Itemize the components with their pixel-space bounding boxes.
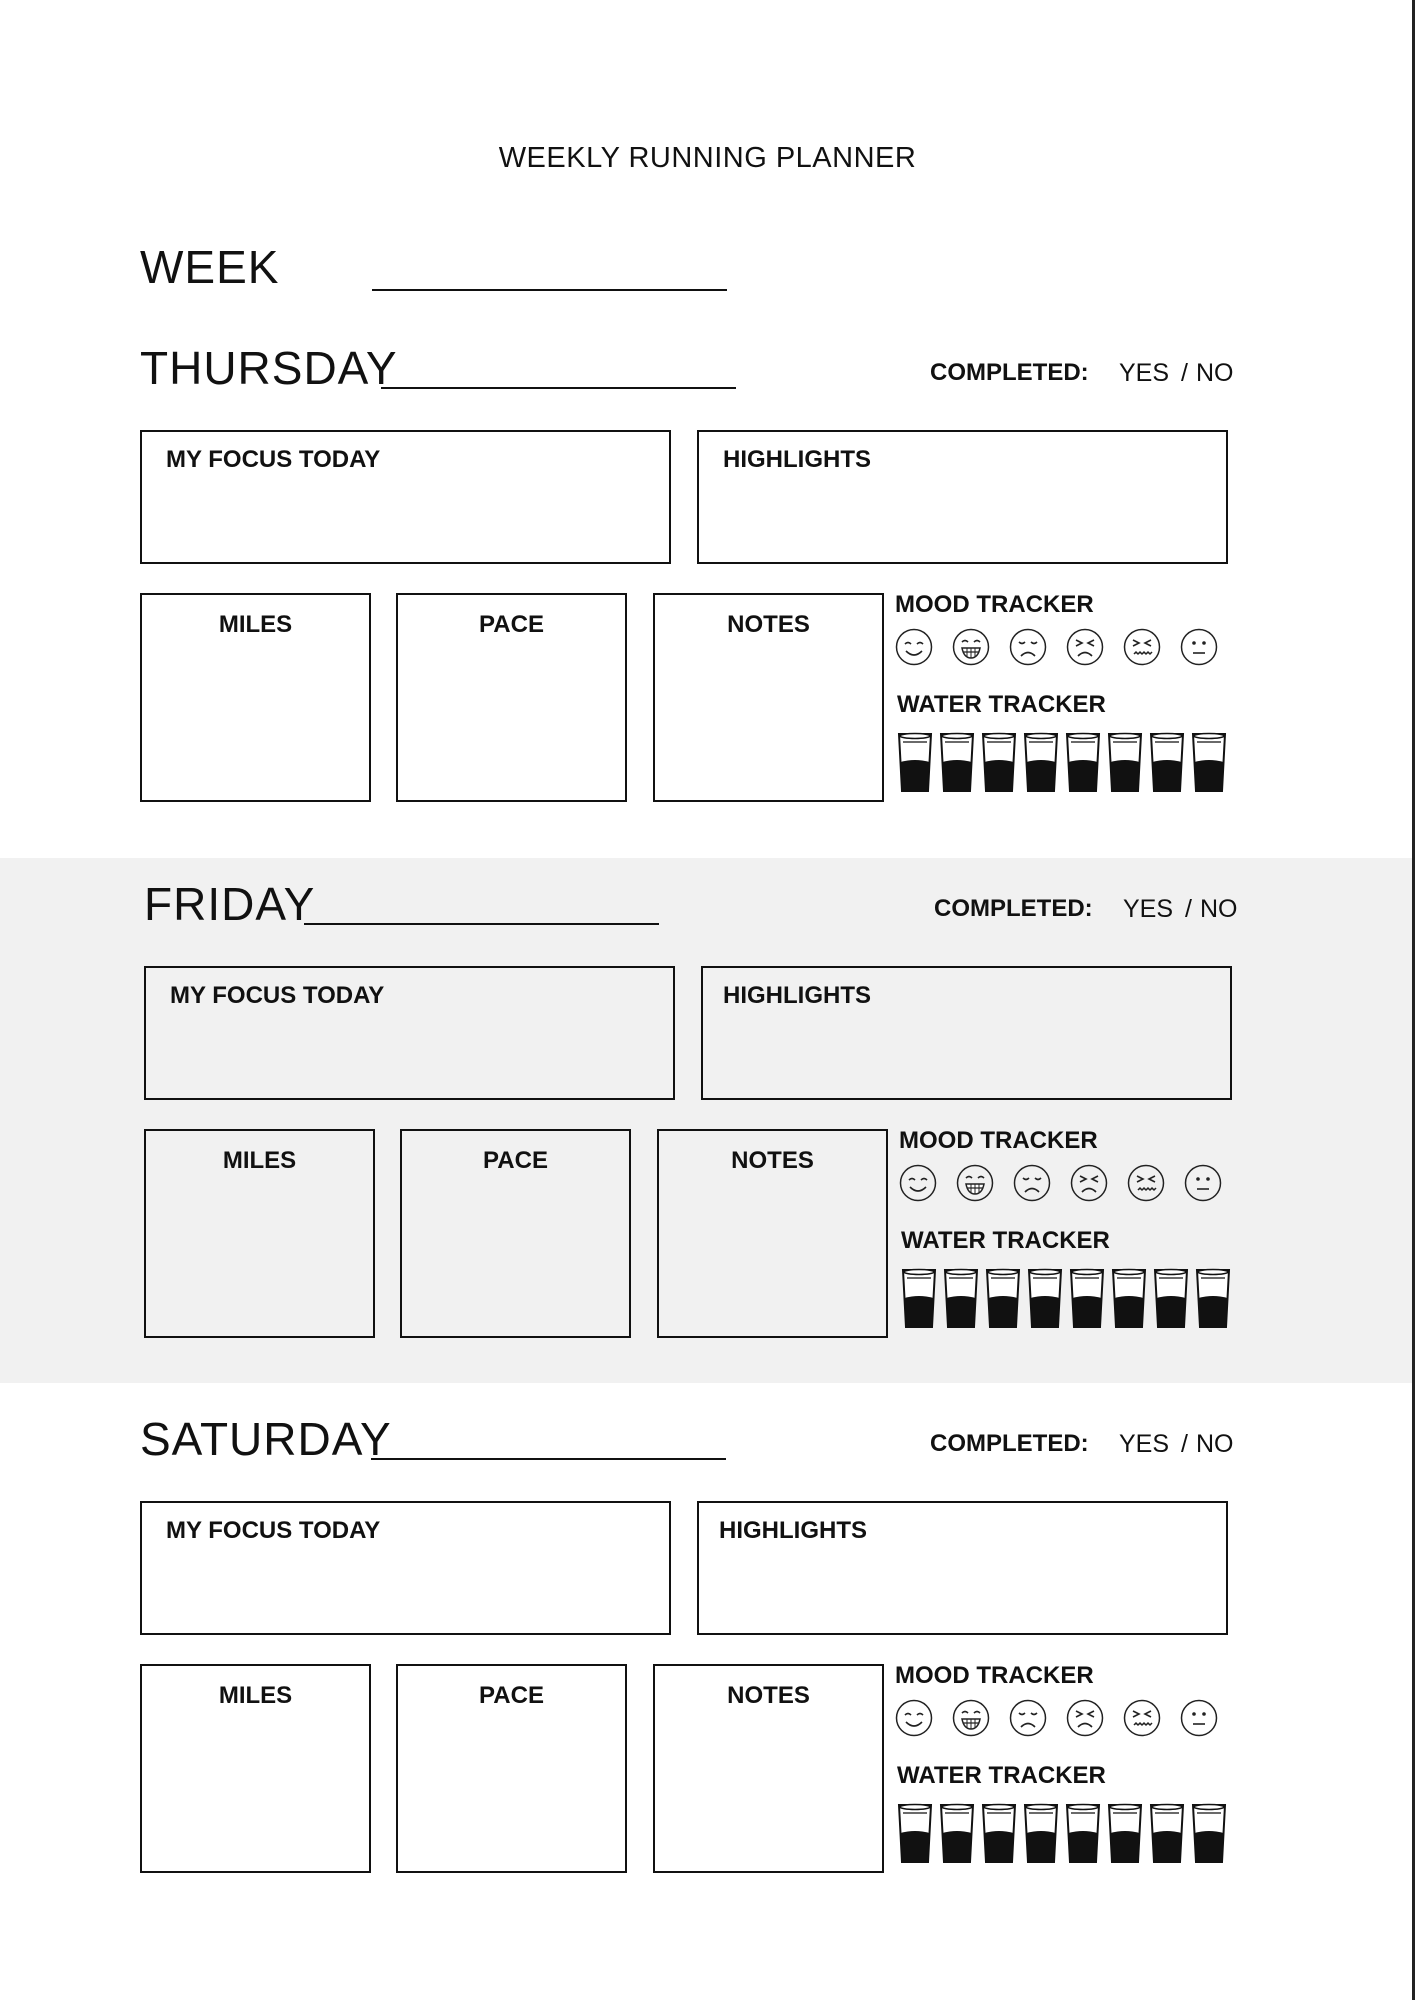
pace-label: PACE xyxy=(479,611,544,638)
notes-label: NOTES xyxy=(727,611,810,638)
highlights-label: HIGHLIGHTS xyxy=(719,1517,867,1544)
notes-box[interactable] xyxy=(653,1664,884,1873)
mood-tracker xyxy=(899,1164,1239,1204)
highlights-box[interactable] xyxy=(697,1501,1228,1635)
water-glass-icon[interactable] xyxy=(943,1268,979,1330)
no-option[interactable]: NO xyxy=(1199,895,1238,923)
water-glass-icon[interactable] xyxy=(1023,1803,1059,1865)
grinning-face-icon[interactable] xyxy=(952,1699,990,1737)
pace-box[interactable] xyxy=(396,593,627,802)
date-input-line[interactable] xyxy=(381,387,736,389)
option-separator: / xyxy=(1181,1430,1188,1458)
water-tracker xyxy=(897,732,1237,796)
day-section-saturday xyxy=(0,1413,1412,1938)
miles-box[interactable] xyxy=(140,1664,371,1873)
water-glass-icon[interactable] xyxy=(939,732,975,794)
water-glass-icon[interactable] xyxy=(939,1803,975,1865)
water-tracker-label: WATER TRACKER xyxy=(901,1227,1110,1254)
water-glass-icon[interactable] xyxy=(1111,1268,1147,1330)
completed-label: COMPLETED: xyxy=(930,359,1089,386)
notes-box[interactable] xyxy=(657,1129,888,1338)
neutral-face-icon[interactable] xyxy=(1180,628,1218,666)
focus-label: MY FOCUS TODAY xyxy=(166,446,381,473)
no-option[interactable]: NO xyxy=(1195,359,1234,387)
yes-option[interactable]: YES xyxy=(1119,359,1170,387)
water-glass-icon[interactable] xyxy=(1107,1803,1143,1865)
sick-face-icon[interactable] xyxy=(1127,1164,1165,1202)
miles-label: MILES xyxy=(218,1682,293,1709)
water-glass-icon[interactable] xyxy=(981,732,1017,794)
water-glass-icon[interactable] xyxy=(1065,732,1101,794)
water-glass-icon[interactable] xyxy=(1153,1268,1189,1330)
sad-face-icon[interactable] xyxy=(1013,1164,1051,1202)
sad-face-icon[interactable] xyxy=(1009,628,1047,666)
day-name: SATURDAY xyxy=(140,1413,392,1465)
focus-box[interactable] xyxy=(140,430,671,564)
neutral-face-icon[interactable] xyxy=(1180,1699,1218,1737)
focus-box[interactable] xyxy=(140,1501,671,1635)
pace-label: PACE xyxy=(483,1147,548,1174)
water-glass-icon[interactable] xyxy=(1195,1268,1231,1330)
mood-tracker xyxy=(895,628,1235,668)
smiling-face-icon[interactable] xyxy=(895,628,933,666)
frustrated-face-icon[interactable] xyxy=(1070,1164,1108,1202)
water-tracker xyxy=(897,1803,1237,1867)
date-input-line[interactable] xyxy=(304,923,659,925)
week-label: WEEK xyxy=(140,241,280,293)
completed-options xyxy=(1119,1430,1233,1459)
completed-label: COMPLETED: xyxy=(930,1430,1089,1457)
option-separator: / xyxy=(1185,895,1192,923)
pace-box[interactable] xyxy=(396,1664,627,1873)
completed-options xyxy=(1119,359,1233,388)
option-separator: / xyxy=(1181,359,1188,387)
water-glass-icon[interactable] xyxy=(1191,1803,1227,1865)
grinning-face-icon[interactable] xyxy=(952,628,990,666)
water-glass-icon[interactable] xyxy=(981,1803,1017,1865)
water-glass-icon[interactable] xyxy=(1107,732,1143,794)
highlights-label: HIGHLIGHTS xyxy=(723,982,871,1009)
water-glass-icon[interactable] xyxy=(897,1803,933,1865)
day-name: FRIDAY xyxy=(144,878,316,930)
water-glass-icon[interactable] xyxy=(1191,732,1227,794)
sick-face-icon[interactable] xyxy=(1123,628,1161,666)
focus-label: MY FOCUS TODAY xyxy=(170,982,385,1009)
page-title: WEEKLY RUNNING PLANNER xyxy=(498,142,917,174)
miles-label: MILES xyxy=(222,1147,297,1174)
water-glass-icon[interactable] xyxy=(1065,1803,1101,1865)
mood-tracker-label: MOOD TRACKER xyxy=(899,1127,1098,1154)
mood-tracker-label: MOOD TRACKER xyxy=(895,591,1094,618)
highlights-label: HIGHLIGHTS xyxy=(723,446,871,473)
yes-option[interactable]: YES xyxy=(1119,1430,1170,1458)
mood-tracker xyxy=(895,1699,1235,1739)
day-section-thursday xyxy=(0,342,1412,867)
week-input-line[interactable] xyxy=(372,289,727,291)
frustrated-face-icon[interactable] xyxy=(1066,1699,1104,1737)
pace-box[interactable] xyxy=(400,1129,631,1338)
completed-options xyxy=(1123,895,1237,924)
water-glass-icon[interactable] xyxy=(985,1268,1021,1330)
yes-option[interactable]: YES xyxy=(1123,895,1174,923)
no-option[interactable]: NO xyxy=(1195,1430,1234,1458)
date-input-line[interactable] xyxy=(371,1458,726,1460)
water-glass-icon[interactable] xyxy=(1023,732,1059,794)
mood-tracker-label: MOOD TRACKER xyxy=(895,1662,1094,1689)
pace-label: PACE xyxy=(479,1682,544,1709)
frustrated-face-icon[interactable] xyxy=(1066,628,1104,666)
water-tracker xyxy=(901,1268,1241,1332)
water-glass-icon[interactable] xyxy=(1149,1803,1185,1865)
day-section-friday xyxy=(0,858,1412,1383)
neutral-face-icon[interactable] xyxy=(1184,1164,1222,1202)
water-tracker-label: WATER TRACKER xyxy=(897,691,1106,718)
focus-box[interactable] xyxy=(144,966,675,1100)
miles-box[interactable] xyxy=(144,1129,375,1338)
water-tracker-label: WATER TRACKER xyxy=(897,1762,1106,1789)
notes-box[interactable] xyxy=(653,593,884,802)
notes-label: NOTES xyxy=(727,1682,810,1709)
smiling-face-icon[interactable] xyxy=(899,1164,937,1202)
water-glass-icon[interactable] xyxy=(901,1268,937,1330)
water-glass-icon[interactable] xyxy=(897,732,933,794)
sad-face-icon[interactable] xyxy=(1009,1699,1047,1737)
sick-face-icon[interactable] xyxy=(1123,1699,1161,1737)
completed-label: COMPLETED: xyxy=(934,895,1093,922)
focus-label: MY FOCUS TODAY xyxy=(166,1517,381,1544)
grinning-face-icon[interactable] xyxy=(956,1164,994,1202)
highlights-box[interactable] xyxy=(697,430,1228,564)
water-glass-icon[interactable] xyxy=(1149,732,1185,794)
notes-label: NOTES xyxy=(731,1147,814,1174)
miles-label: MILES xyxy=(218,611,293,638)
water-glass-icon[interactable] xyxy=(1027,1268,1063,1330)
highlights-box[interactable] xyxy=(701,966,1232,1100)
miles-box[interactable] xyxy=(140,593,371,802)
water-glass-icon[interactable] xyxy=(1069,1268,1105,1330)
smiling-face-icon[interactable] xyxy=(895,1699,933,1737)
day-name: THURSDAY xyxy=(140,342,398,394)
